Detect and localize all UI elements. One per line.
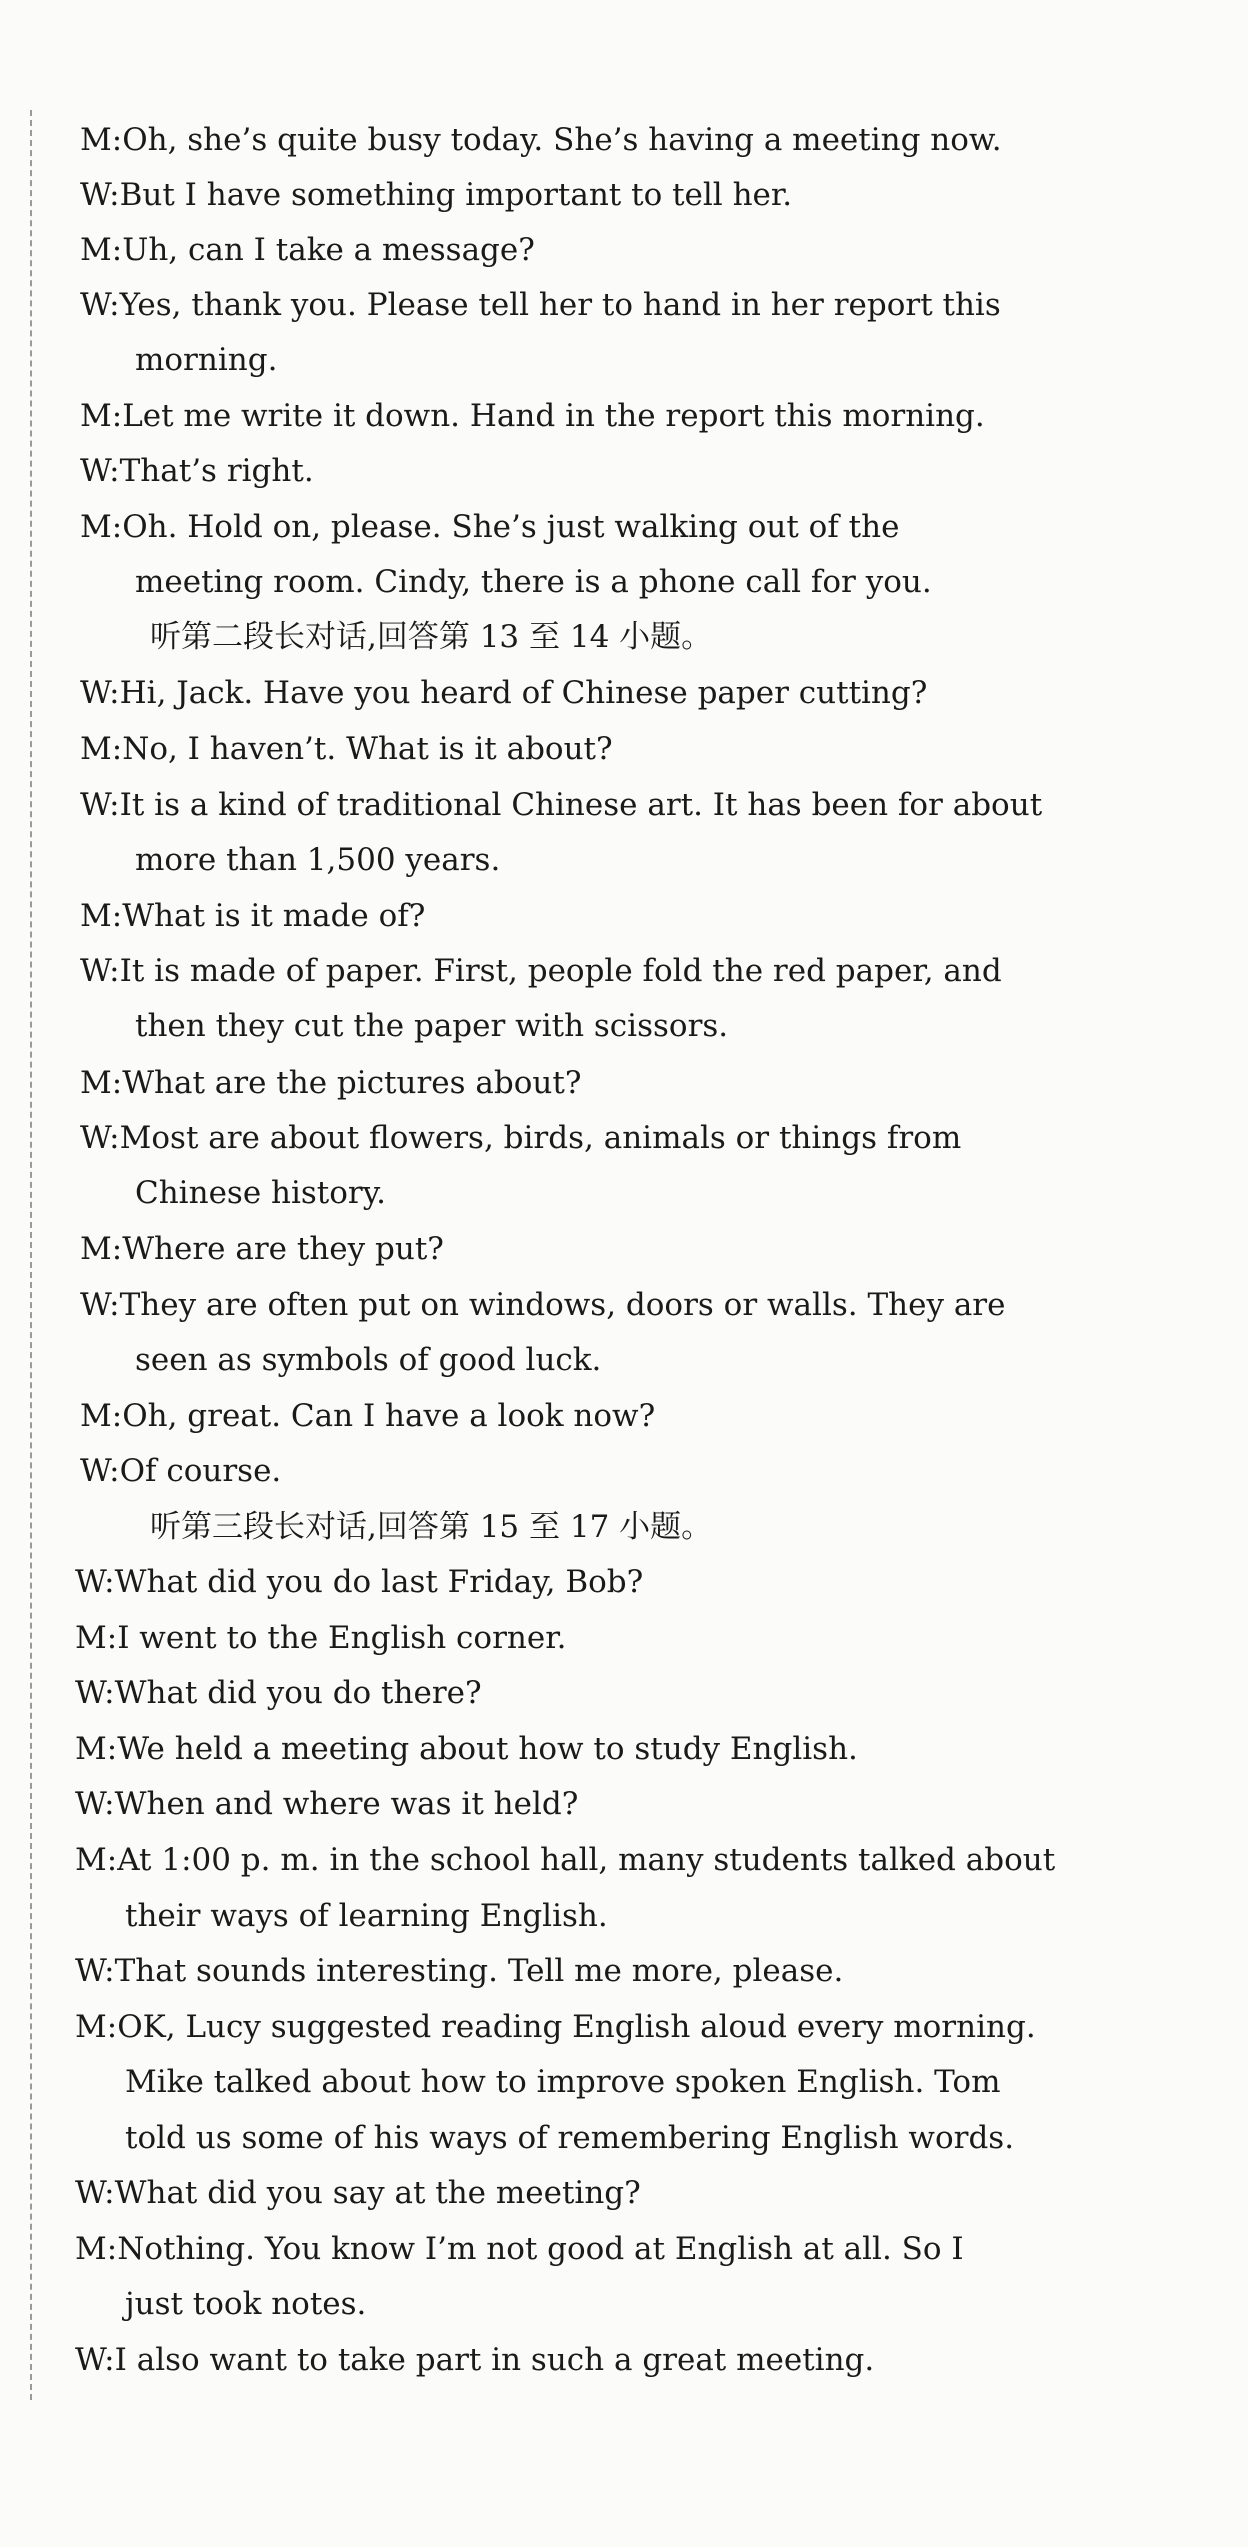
speaker-label: M:: [80, 731, 123, 767]
transcript-line: [80, 1285, 1005, 1325]
speaker-label: W:: [80, 1120, 120, 1156]
transcript-line: [80, 175, 792, 215]
line-text: That’s right.: [119, 453, 314, 489]
speaker-label: W:: [75, 1675, 115, 1711]
line-text: I also want to take part in such a great meeting.: [114, 2342, 875, 2378]
transcript-line: [80, 673, 927, 713]
speaker-label: W:: [80, 953, 120, 989]
line-text: What did you do last Friday, Bob?: [114, 1564, 644, 1600]
line-text: morning.: [135, 342, 278, 378]
speaker-label: M:: [80, 1065, 123, 1101]
speaker-label: M:: [75, 1731, 118, 1767]
line-text: It is made of paper. First, people fold the red paper, and: [119, 953, 1002, 989]
speaker-label: W:: [75, 1564, 115, 1600]
line-text: meeting room. Cindy, there is a phone call for you.: [135, 564, 932, 600]
transcript-line: [125, 2284, 366, 2324]
transcript-line: [80, 785, 1042, 825]
transcript-line: [75, 1784, 578, 1824]
line-text: It is a kind of traditional Chinese art. It has been for about: [119, 787, 1043, 823]
transcript-line: [125, 1896, 608, 1936]
line-text: They are often put on windows, doors or walls. They are: [119, 1287, 1006, 1323]
transcript-line: [75, 1673, 482, 1713]
line-text: Oh, great. Can I have a look now?: [122, 1398, 656, 1434]
transcript-line: [135, 840, 500, 880]
line-text: At 1:00 p. m. in the school hall, many students talked about: [117, 1842, 1056, 1878]
speaker-label: M:: [80, 509, 123, 545]
line-text: Most are about flowers, birds, animals or things from: [119, 1120, 962, 1156]
speaker-label: W:: [80, 177, 120, 213]
transcript-line: [80, 729, 613, 769]
transcript-line: [80, 396, 985, 436]
speaker-label: M:: [75, 1620, 118, 1656]
speaker-label: W:: [75, 1953, 115, 1989]
speaker-label: W:: [80, 787, 120, 823]
speaker-label: M:: [80, 1398, 123, 1434]
speaker-label: W:: [80, 287, 120, 323]
line-text: But I have something important to tell her.: [119, 177, 793, 213]
line-text: more than 1,500 years.: [135, 842, 501, 878]
binding-margin-line: [30, 110, 32, 2400]
transcript-line: [80, 951, 1002, 991]
transcript-line: [75, 1618, 566, 1658]
transcript-line: [75, 2173, 641, 2213]
transcript-line: [80, 896, 425, 936]
transcript-line: [75, 1729, 858, 1769]
line-text: That sounds interesting. Tell me more, please.: [114, 1953, 844, 1989]
speaker-label: M:: [75, 2231, 118, 2267]
section-heading-3: 听第三段长对话,回答第 15 至 17 小题。: [150, 1509, 713, 1545]
transcript-line: [80, 1229, 444, 1269]
speaker-label: W:: [80, 1287, 120, 1323]
transcript-line: [75, 1840, 1055, 1880]
line-text: OK, Lucy suggested reading English aloud every morning.: [117, 2009, 1036, 2045]
transcript-line: [80, 1118, 961, 1158]
transcript-line: [135, 1006, 728, 1046]
line-text: Hi, Jack. Have you heard of Chinese paper cutting?: [119, 675, 928, 711]
transcript-line: [80, 451, 314, 491]
line-text: Nothing. You know I’m not good at English at all. So I: [117, 2231, 964, 2267]
line-text: We held a meeting about how to study English.: [117, 1731, 858, 1767]
line-text: told us some of his ways of remembering English words.: [125, 2120, 1015, 2156]
transcript-line: [75, 2340, 874, 2380]
speaker-label: W:: [75, 1786, 115, 1822]
line-text: Let me write it down. Hand in the report this morning.: [122, 398, 985, 434]
line-text: What is it made of?: [122, 898, 426, 934]
transcript-line: [80, 1451, 281, 1491]
line-text: Uh, can I take a message?: [122, 232, 535, 268]
line-text: No, I haven’t. What is it about?: [122, 731, 613, 767]
line-text: just took notes.: [125, 2286, 367, 2322]
line-text: their ways of learning English.: [125, 1898, 608, 1934]
transcript-line: [75, 1951, 843, 1991]
line-text: seen as symbols of good luck.: [135, 1342, 602, 1378]
transcript-line: [75, 1562, 643, 1602]
transcript-line: [135, 1173, 386, 1213]
line-text: I went to the English corner.: [117, 1620, 567, 1656]
transcript-line: [80, 1396, 655, 1436]
transcript-line: [135, 340, 277, 380]
speaker-label: W:: [75, 2342, 115, 2378]
transcript-line: [135, 1340, 601, 1380]
line-text: Oh, she’s quite busy today. She’s having a meeting now.: [122, 122, 1002, 158]
transcript-line: [80, 120, 1002, 160]
line-text: Of course.: [119, 1453, 282, 1489]
line-text: Oh. Hold on, please. She’s just walking out of the: [122, 509, 900, 545]
line-text: Where are they put?: [122, 1231, 444, 1267]
speaker-label: M:: [80, 232, 123, 268]
line-text: then they cut the paper with scissors.: [135, 1008, 729, 1044]
transcript-line: [125, 2118, 1014, 2158]
transcript-line: [80, 1063, 581, 1103]
speaker-label: M:: [75, 1842, 118, 1878]
transcript-line: [75, 2229, 964, 2269]
speaker-label: M:: [80, 1231, 123, 1267]
line-text: When and where was it held?: [114, 1786, 579, 1822]
speaker-label: W:: [80, 453, 120, 489]
section-heading-2: 听第二段长对话,回答第 13 至 14 小题。: [150, 619, 713, 655]
speaker-label: W:: [75, 2175, 115, 2211]
speaker-label: M:: [75, 2009, 118, 2045]
transcript-line: [80, 507, 899, 547]
transcript-line: [135, 562, 932, 602]
transcript-line: [80, 230, 535, 270]
speaker-label: M:: [80, 398, 123, 434]
speaker-label: W:: [80, 1453, 120, 1489]
line-text: Chinese history.: [135, 1175, 386, 1211]
line-text: What did you do there?: [114, 1675, 482, 1711]
transcript-line: [75, 2007, 1036, 2047]
speaker-label: W:: [80, 675, 120, 711]
speaker-label: M:: [80, 122, 123, 158]
line-text: Yes, thank you. Please tell her to hand in her report this: [119, 287, 1001, 323]
line-text: What are the pictures about?: [122, 1065, 582, 1101]
line-text: What did you say at the meeting?: [114, 2175, 641, 2211]
transcript-line: [125, 2062, 1000, 2102]
line-text: Mike talked about how to improve spoken English. Tom: [125, 2064, 1001, 2100]
speaker-label: M:: [80, 898, 123, 934]
transcript-line: [80, 285, 1001, 325]
